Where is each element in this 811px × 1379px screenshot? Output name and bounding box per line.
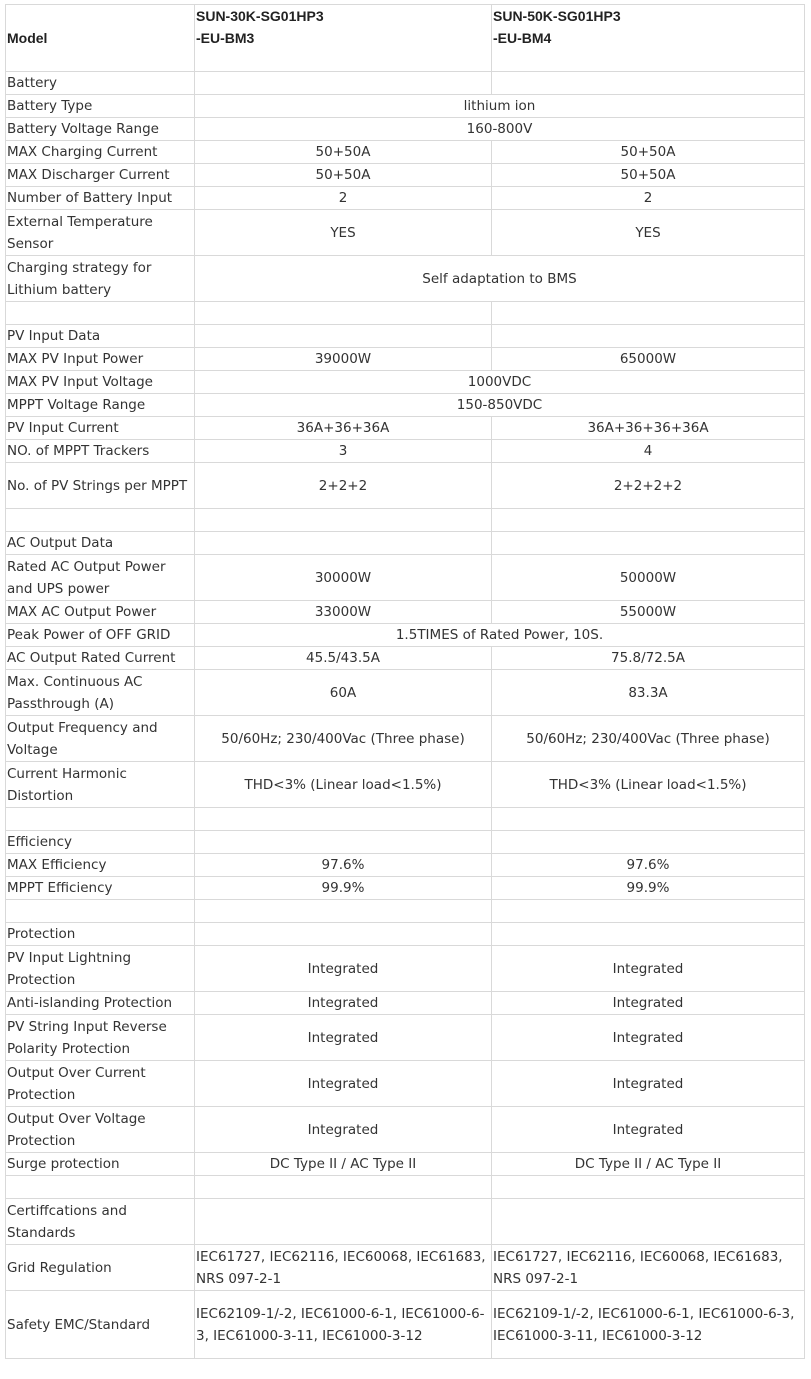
spec-value-model-a: 2 [195,187,492,210]
spec-value-shared: 1000VDC [195,371,805,394]
spec-label: External Temperature Sensor [6,210,195,256]
spec-value-model-b: Integrated [492,1061,805,1107]
spec-row [6,210,805,256]
spec-row [6,1015,805,1061]
spec-label: Max. Continuous AC Passthrough (A) [6,670,195,716]
spec-value-shared: 1.5TIMES of Rated Power, 10S. [195,624,805,647]
empty-cell [492,325,805,348]
spacer-row [6,302,805,325]
spacer-cell [195,302,492,325]
model-a-header [195,5,492,72]
model-b-line2: -EU-BM4 [493,30,552,46]
section-label: Certiffcations and Standards [6,1199,195,1245]
empty-cell [492,72,805,95]
spec-value-model-a: 33000W [195,601,492,624]
spec-value-model-b: 50000W [492,555,805,601]
spacer-cell [6,302,195,325]
spacer-row [6,900,805,923]
empty-cell [492,831,805,854]
spec-row [6,463,805,509]
spec-label: MPPT Efficiency [6,877,195,900]
spec-value-model-b: 2 [492,187,805,210]
spec-value-model-a: IEC62109-1/-2, IEC61000-6-1, IEC61000-6-3, IEC61000-3-11, IEC61000-3-12 [195,1291,492,1359]
spec-row [6,716,805,762]
spec-row [6,647,805,670]
spec-value-model-a: 39000W [195,348,492,371]
spec-label: MAX AC Output Power [6,601,195,624]
spec-value-model-b: 50+50A [492,141,805,164]
spec-value-model-b: 75.8/72.5A [492,647,805,670]
spec-label: MAX Charging Current [6,141,195,164]
spacer-cell [6,1176,195,1199]
spec-value-model-b: Integrated [492,1015,805,1061]
spec-row [6,877,805,900]
spec-value-model-b: Integrated [492,992,805,1015]
spec-row [6,670,805,716]
spacer-row [6,1176,805,1199]
section-label: Battery [6,72,195,95]
model-b-header [492,5,805,72]
spec-value-model-b: 83.3A [492,670,805,716]
empty-cell [195,532,492,555]
spec-label: Battery Type [6,95,195,118]
spec-value-model-b: 99.9% [492,877,805,900]
spec-row [6,1153,805,1176]
spec-label: MAX Efficiency [6,854,195,877]
spec-row [6,440,805,463]
model-b-line1: SUN-50K-SG01HP3 [493,8,621,24]
spec-label: MPPT Voltage Range [6,394,195,417]
spec-label: NO. of MPPT Trackers [6,440,195,463]
spec-value-model-a: Integrated [195,946,492,992]
spec-row [6,1245,805,1291]
spec-value-model-b: THD<3% (Linear load<1.5%) [492,762,805,808]
spec-label: Output Frequency and Voltage [6,716,195,762]
spec-row [6,394,805,417]
spec-value-model-b: 65000W [492,348,805,371]
spec-label: Output Over Voltage Protection [6,1107,195,1153]
spacer-cell [195,1176,492,1199]
spec-value-model-a: 50+50A [195,164,492,187]
spec-value-model-b: IEC62109-1/-2, IEC61000-6-1, IEC61000-6-3, IEC61000-3-11, IEC61000-3-12 [492,1291,805,1359]
spec-value-model-b: 55000W [492,601,805,624]
spec-value-model-a: 36A+36+36A [195,417,492,440]
section-label: Efficiency [6,831,195,854]
spec-label: Rated AC Output Power and UPS power [6,555,195,601]
spec-value-model-a: 3 [195,440,492,463]
spec-value-model-b: 50+50A [492,164,805,187]
spec-value-model-b: 97.6% [492,854,805,877]
spec-row [6,1291,805,1359]
spec-label: Surge protection [6,1153,195,1176]
spec-value-shared: 150-850VDC [195,394,805,417]
spec-value-shared: Self adaptation to BMS [195,256,805,302]
spacer-cell [492,302,805,325]
spacer-cell [492,509,805,532]
spec-label: AC Output Rated Current [6,647,195,670]
spec-value-model-a: 60A [195,670,492,716]
section-label: AC Output Data [6,532,195,555]
spec-label: Anti-islanding Protection [6,992,195,1015]
spacer-cell [492,900,805,923]
spec-label: PV String Input Reverse Polarity Protection [6,1015,195,1061]
spacer-cell [195,808,492,831]
spec-value-model-b: 36A+36+36+36A [492,417,805,440]
empty-cell [195,831,492,854]
spec-row [6,95,805,118]
spec-value-model-a: THD<3% (Linear load<1.5%) [195,762,492,808]
spacer-row [6,808,805,831]
spec-label: MAX Discharger Current [6,164,195,187]
spec-value-model-a: 2+2+2 [195,463,492,509]
spec-value-model-b: YES [492,210,805,256]
section-row [6,923,805,946]
spec-row [6,164,805,187]
spec-value-model-a: Integrated [195,1061,492,1107]
model-header-label: Model [6,5,195,72]
header-row [6,5,805,72]
spec-value-model-a: IEC61727, IEC62116, IEC60068, IEC61683, NRS 097-2-1 [195,1245,492,1291]
spec-label: Number of Battery Input [6,187,195,210]
empty-cell [195,325,492,348]
spec-label: Battery Voltage Range [6,118,195,141]
spec-row [6,256,805,302]
empty-cell [492,532,805,555]
spec-label: Safety EMC/Standard [6,1291,195,1359]
spec-value-model-a: 50/60Hz; 230/400Vac (Three phase) [195,716,492,762]
spec-label: No. of PV Strings per MPPT [6,463,195,509]
model-a-line2: -EU-BM3 [196,30,255,46]
spacer-cell [492,1176,805,1199]
spacer-cell [6,808,195,831]
spec-label: MAX PV Input Power [6,348,195,371]
spec-row [6,417,805,440]
section-label: PV Input Data [6,325,195,348]
spec-value-model-b: Integrated [492,946,805,992]
spec-row [6,1061,805,1107]
spec-row [6,1107,805,1153]
spec-row [6,992,805,1015]
spec-label: Output Over Current Protection [6,1061,195,1107]
spec-value-model-b: 4 [492,440,805,463]
spec-value-model-b: 50/60Hz; 230/400Vac (Three phase) [492,716,805,762]
spec-value-shared: 160-800V [195,118,805,141]
empty-cell [195,72,492,95]
empty-cell [195,1199,492,1245]
spec-value-model-b: 2+2+2+2 [492,463,805,509]
spacer-cell [195,900,492,923]
section-row [6,72,805,95]
spec-value-model-b: DC Type II / AC Type II [492,1153,805,1176]
section-row [6,1199,805,1245]
spec-value-model-b: Integrated [492,1107,805,1153]
spec-label: Peak Power of OFF GRID [6,624,195,647]
spec-value-model-a: 50+50A [195,141,492,164]
section-row [6,831,805,854]
spec-label: PV Input Current [6,417,195,440]
spacer-cell [6,900,195,923]
spec-row [6,118,805,141]
spec-value-model-a: 99.9% [195,877,492,900]
spec-label: MAX PV Input Voltage [6,371,195,394]
spec-row [6,624,805,647]
spec-table-body [6,5,805,1359]
spec-value-model-a: 45.5/43.5A [195,647,492,670]
spacer-cell [195,509,492,532]
spec-value-model-a: 97.6% [195,854,492,877]
section-label: Protection [6,923,195,946]
spec-value-model-a: Integrated [195,992,492,1015]
section-row [6,325,805,348]
spec-row [6,946,805,992]
spec-value-model-a: DC Type II / AC Type II [195,1153,492,1176]
model-a-line1: SUN-30K-SG01HP3 [196,8,324,24]
spec-label: PV Input Lightning Protection [6,946,195,992]
spec-value-model-a: Integrated [195,1107,492,1153]
spec-row [6,371,805,394]
spec-row [6,141,805,164]
spec-row [6,854,805,877]
section-row [6,532,805,555]
spec-row [6,601,805,624]
spec-row [6,555,805,601]
spec-label: Grid Regulation [6,1245,195,1291]
spec-value-model-a: YES [195,210,492,256]
empty-cell [492,923,805,946]
spec-value-model-a: Integrated [195,1015,492,1061]
spec-label: Charging strategy for Lithium battery [6,256,195,302]
spec-value-shared: lithium ion [195,95,805,118]
spec-value-model-b: IEC61727, IEC62116, IEC60068, IEC61683, NRS 097-2-1 [492,1245,805,1291]
spacer-row [6,509,805,532]
spec-row [6,762,805,808]
spec-row [6,348,805,371]
spacer-cell [6,509,195,532]
spec-label: Current Harmonic Distortion [6,762,195,808]
spacer-cell [492,808,805,831]
empty-cell [492,1199,805,1245]
spec-value-model-a: 30000W [195,555,492,601]
spec-row [6,187,805,210]
spec-table [5,4,805,1359]
empty-cell [195,923,492,946]
